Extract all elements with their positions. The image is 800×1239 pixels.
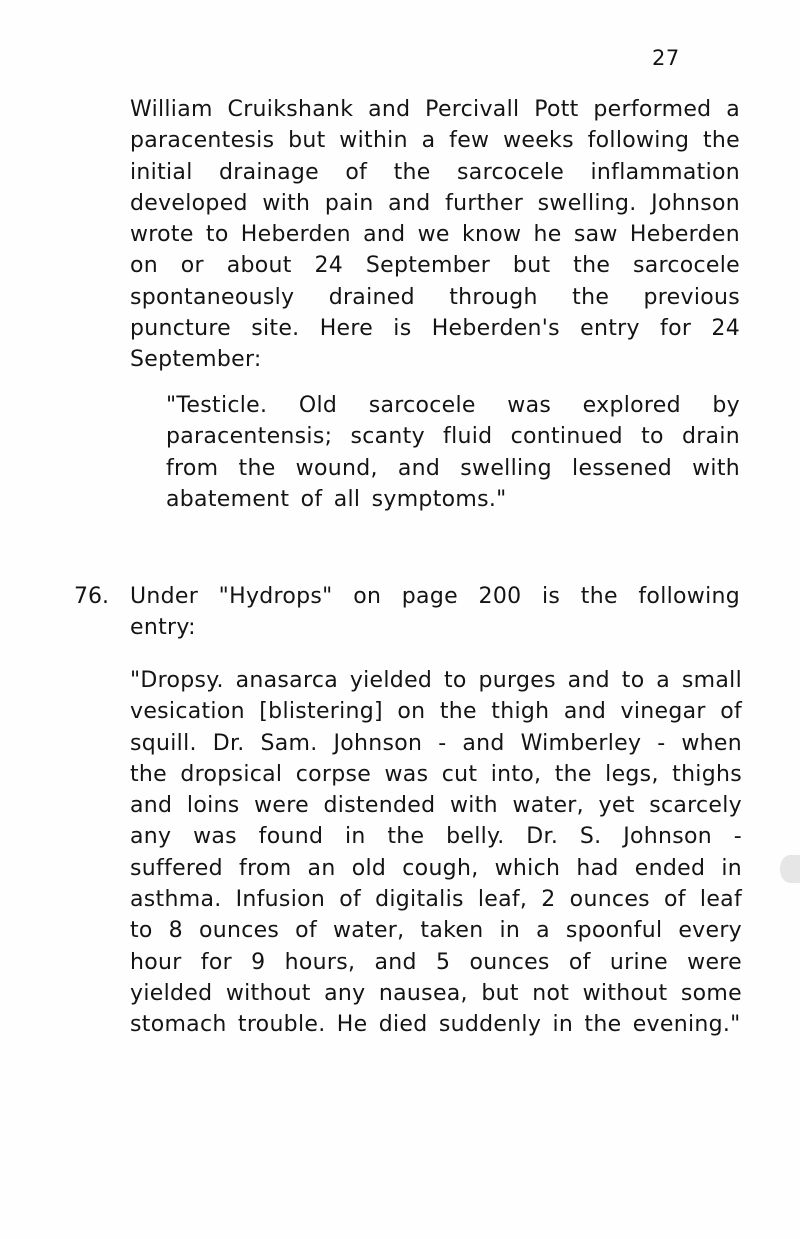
block-quote-dropsy: "Dropsy. anasarca yielded to purges and to a small vesication [blistering] on the thigh and vinegar of squill. Dr. Sam. Johnson - and Wimberley - when the dropsical corpse was cut into, the legs, thighs and loins were distended with water, yet scarcely any was found in the belly. Dr. S. Johnson - suffered from an old cough, which had ended in asthma. Infusion of digitalis leaf, 2 ounces of leaf to 8 ounces of water, taken in a spoonful every hour for 9 hours, and 5 ounces of urine were yielded without any nausea, but not without some stomach trouble. He died suddenly in the evening."	[130, 668, 742, 1038]
page-smudge	[780, 855, 800, 883]
page-number: 27	[652, 46, 680, 70]
block-quote-testicle: "Testicle. Old sarcocele was explored by paracentensis; scanty fluid continued to drain from the wound, and swelling lessened with abatement of all symptoms."	[166, 393, 740, 512]
item-paragraph: Under "Hydrops" on page 200 is the following entry:	[130, 584, 740, 641]
body-paragraph: William Cruikshank and Percivall Pott performed a paracentesis but within a few weeks following the initial drainage of the sarcocele inflammation developed with pain and further swelling. Johnson wrote to Heberden and we know he saw Heberden on or about 24 September but the sarcocele spontaneously drained through the previous puncture site. Here is Heberden's entry for 24 September:	[130, 97, 740, 373]
item-number: 76.	[74, 584, 109, 609]
